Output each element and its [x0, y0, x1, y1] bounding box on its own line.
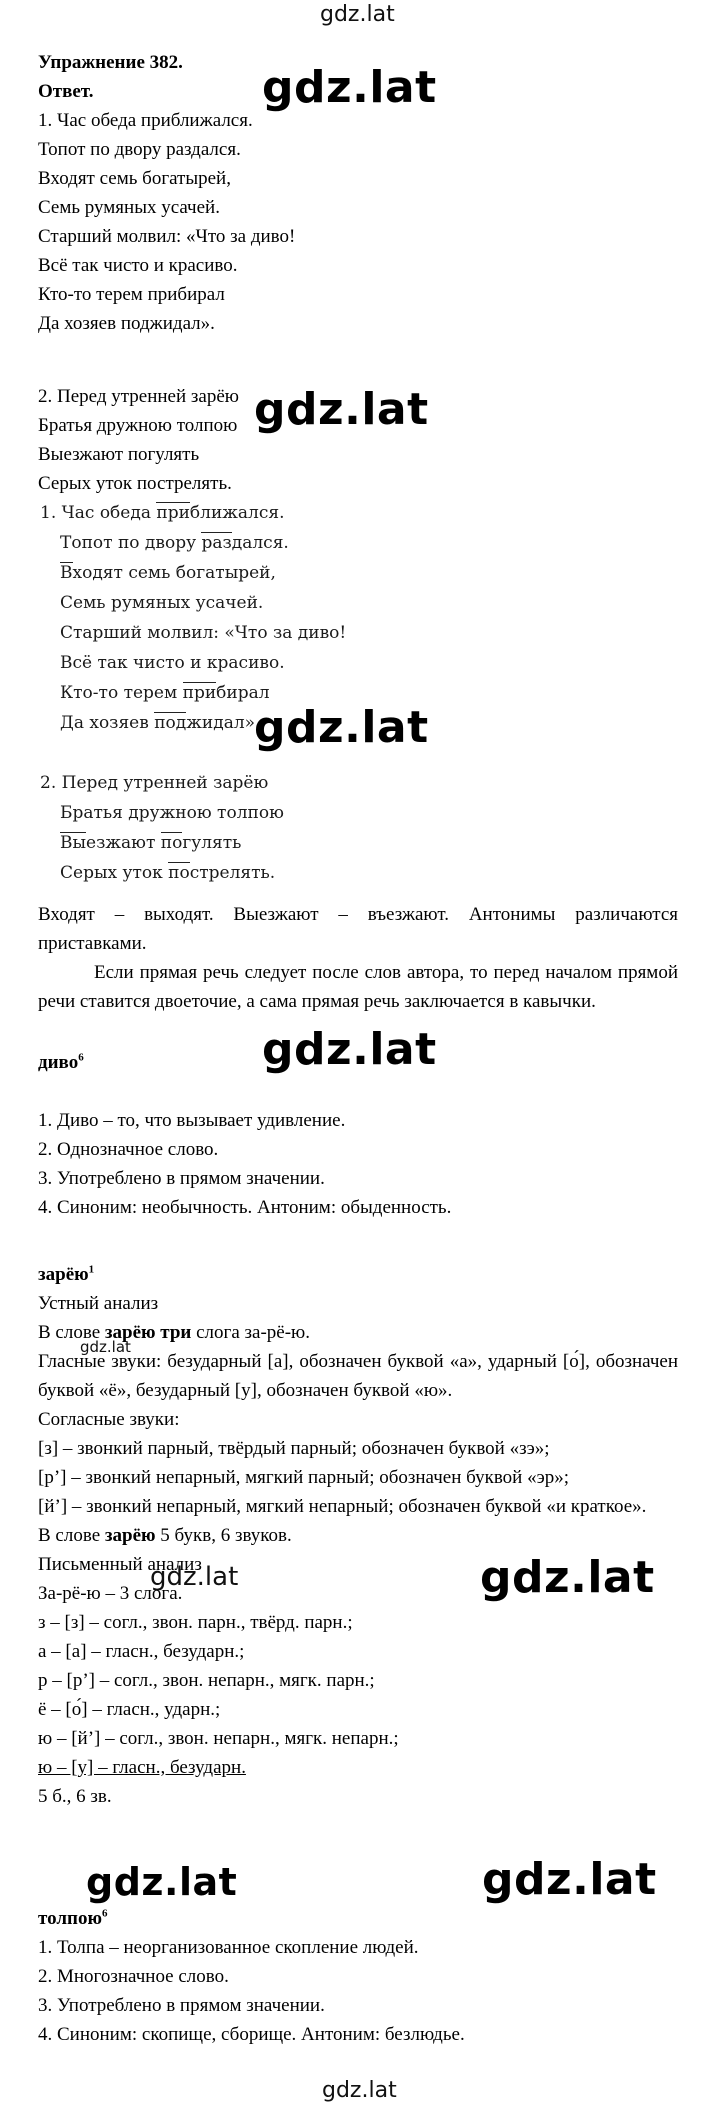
- scan-line: Топот по двору раздался.: [60, 533, 289, 553]
- watermark: gdz.lat: [262, 62, 437, 113]
- poem-line: Братья дружною толпою: [38, 415, 238, 436]
- list-item: 2. Многозначное слово.: [38, 1966, 229, 1987]
- list-item: 1. Толпа – неорганизованное скопление людей.: [38, 1937, 419, 1958]
- scan-line: Семь румяных усачей.: [60, 593, 264, 613]
- vowels-text: Гласные звуки: безударный [а], обозначен буквой «а», ударный [о́], обозначен буквой «ё», безударный [у], обозначен буквой «ю».: [38, 1351, 678, 1401]
- scan-line: Старший молвил: «Что за диво!: [60, 623, 347, 643]
- rule-text: Если прямая речь следует после слов автора, то перед началом прямой речи ставится двоеточие, а сама прямая речь заключается в кавычки.: [38, 962, 678, 1012]
- scan-line: Да хозяев поджидал».: [60, 713, 261, 733]
- analysis-line: 5 б., 6 зв.: [38, 1786, 112, 1807]
- oral-analysis-heading: Устный анализ: [38, 1293, 159, 1314]
- analysis-line: а – [а] – гласн., безударн.;: [38, 1641, 245, 1662]
- syllables-text: В слове зарёю три слога за-рё-ю.: [38, 1322, 310, 1343]
- scan-line: Всё так чисто и красиво.: [60, 653, 285, 673]
- word-divo-section: [38, 1048, 678, 1222]
- scan-line: Входят семь богатырей,: [60, 563, 276, 583]
- letters-count-text: В слове зарёю 5 букв, 6 звуков.: [38, 1525, 292, 1546]
- watermark: gdz.lat: [254, 384, 429, 435]
- exercise-title: Упражнение 382.: [38, 52, 183, 73]
- analysis-line: з – [з] – согл., звон. парн., твёрд. парн.;: [38, 1612, 353, 1633]
- scan-line: Серых уток пострелять.: [60, 863, 276, 883]
- watermark: gdz.lat: [482, 1854, 657, 1905]
- poem-line: 2. Перед утренней зарёю: [38, 386, 239, 407]
- poem-line: Топот по двору раздался.: [38, 139, 241, 160]
- analysis-line: ё – [о́] – гласн., ударн.;: [38, 1699, 221, 1720]
- answer-heading: Ответ.: [38, 81, 94, 102]
- scan-line: Выезжают погулять: [60, 833, 242, 853]
- watermark: gdz.lat: [150, 1562, 239, 1592]
- scan-line: 1. Час обеда приближался.: [40, 503, 285, 523]
- analysis-line: ю – [у] – гласн., безударн.: [38, 1757, 246, 1778]
- watermark: gdz.lat: [480, 1552, 655, 1603]
- poem-line: 1. Час обеда приближался.: [38, 110, 253, 131]
- consonants-heading: Согласные звуки:: [38, 1409, 180, 1430]
- list-item: 4. Синоним: необычность. Антоним: обыденность.: [38, 1197, 452, 1218]
- watermark: gdz.lat: [86, 1860, 238, 1904]
- poem-line: Старший молвил: «Что за диво!: [38, 226, 296, 247]
- watermark: gdz.lat: [262, 1024, 437, 1075]
- scan-line: Кто-то терем прибирал: [60, 683, 270, 703]
- word-heading: толпою$^6$: [38, 1907, 108, 1929]
- word-zaryu-section: [38, 1260, 678, 1811]
- poem-line: Да хозяев поджидал».: [38, 313, 215, 334]
- explanation-block: [38, 900, 678, 1016]
- scan-line: Братья дружною толпою: [60, 803, 284, 823]
- watermark: gdz.lat: [322, 2078, 397, 2103]
- written-analysis-heading: Письменный анализ: [38, 1554, 202, 1575]
- poem-line: Выезжают погулять: [38, 444, 200, 465]
- list-item: 3. Употреблено в прямом значении.: [38, 1995, 325, 2016]
- analysis-line: р – [р’] – согл., звон. непарн., мягк. парн.;: [38, 1670, 375, 1691]
- antonyms-text: Входят – выходят. Выезжают – въезжают. Антонимы различаются приставками.: [38, 904, 678, 954]
- consonant-item: [р’] – звонкий непарный, мягкий парный; обозначен буквой «эр»;: [38, 1467, 570, 1488]
- watermark: gdz.lat: [320, 2, 395, 27]
- spacer: [38, 1077, 678, 1106]
- scan-line: 2. Перед утренней зарёю: [40, 773, 269, 793]
- watermark: gdz.lat: [254, 702, 429, 753]
- poem-line: Входят семь богатырей,: [38, 168, 231, 189]
- poem-line: Серых уток пострелять.: [38, 473, 232, 494]
- word-tolpoyu-section: [38, 1904, 678, 2049]
- list-item: 1. Диво – то, что вызывает удивление.: [38, 1110, 346, 1131]
- word-heading: зарёю$^1$: [38, 1263, 95, 1285]
- consonant-item: [з] – звонкий парный, твёрдый парный; обозначен буквой «зэ»;: [38, 1438, 550, 1459]
- poem-line: Семь румяных усачей.: [38, 197, 220, 218]
- poem-line: Кто-то терем прибирал: [38, 284, 225, 305]
- watermark: gdz.lat: [80, 1338, 131, 1356]
- analysis-line: За-рё-ю – 3 слога.: [38, 1583, 183, 1604]
- list-item: 3. Употреблено в прямом значении.: [38, 1168, 325, 1189]
- list-item: 4. Синоним: скопище, сборище. Антоним: безлюдье.: [38, 2024, 465, 2045]
- list-item: 2. Однозначное слово.: [38, 1139, 219, 1160]
- consonant-item: [й’] – звонкий непарный, мягкий непарный; обозначен буквой «и краткое».: [38, 1496, 647, 1517]
- analysis-line: ю – [й’] – согл., звон. непарн., мягк. непарн.;: [38, 1728, 399, 1749]
- poem-line: Всё так чисто и красиво.: [38, 255, 238, 276]
- scanned-poem-2: [40, 768, 460, 888]
- word-heading: диво$^6$: [38, 1051, 84, 1073]
